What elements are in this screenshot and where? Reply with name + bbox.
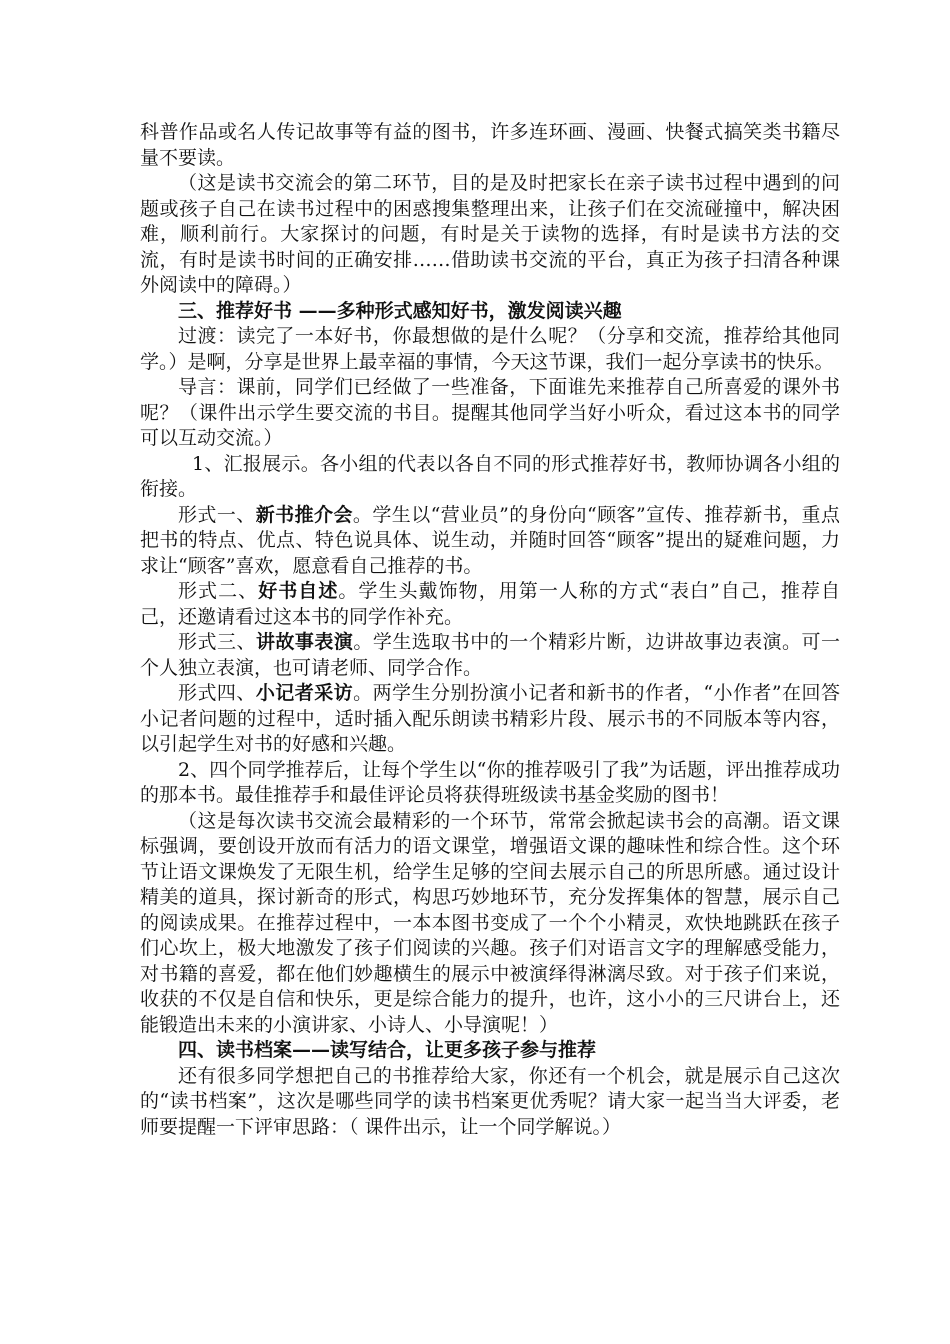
paragraph-transition: 过渡：读完了一本好书，你最想做的是什么呢？（分享和交流，推荐给其他同学。）是啊，分享是世界上最幸福的事情，今天这节课，我们一起分享读书的快乐。 [140,325,840,373]
heading-section3: 三、推荐好书 ——多种形式感知好书，激发阅读兴趣 [178,299,622,322]
paragraph-introduction: 导言：课前，同学们已经做了一些准备，下面谁先来推荐自己所喜爱的课外书呢？（课件出示学生要交流的书目。提醒其他同学当好小听众，看过这本书的同学可以互动交流。） [140,376,840,449]
form-4-body: 。两学生分别扮演小记者和新书的作者，“小作者”在回答小记者问题的过程中，适时插入配乐朗读书精彩片段、展示书的不同版本等内容，以引起学生对书的好感和兴趣。 [140,682,840,755]
paragraph-vote: 2、四个同学推荐后，让每个学生以“你的推荐吸引了我”为话题，评出推荐成功的那本书。最佳推荐手和最佳评论员将获得班级读书基金奖励的图书！ [140,758,840,806]
form-1-title: 新书推介会 [255,503,353,526]
form-2-title: 好书自述 [258,580,339,602]
paragraph-form-2 [140,579,840,630]
paragraph-reading-archive: 还有很多同学想把自己的书推荐给大家，你还有一个机会，就是展示自己这次的“读书档案”，这次是哪些同学的读书档案更优秀呢？请大家一起当当大评委，老师要提醒一下评审思路：（ 课件出示，让一个同学解说。） [140,1064,840,1138]
paragraph-section2-note: （这是读书交流会的第二环节，目的是及时把家长在亲子读书过程中遇到的问题或孩子自己在读书过程中的困惑搜集整理出来，让孩子们在交流碰撞中，解决困难，顺利前行。大家探讨的问题，有时是关于读物的选择，有时是读书方法的交流，有时是读书时间的正确安排……借助读书交流的平台，真正为孩子扫清各种课外阅读中的障碍。） [140,172,840,296]
form-2-prefix: 形式二、 [178,580,259,602]
paragraph-form-1 [140,503,840,580]
form-4-prefix: 形式四、 [178,682,256,704]
form-3-body: 。学生选取书中的一个精彩片断，边讲故事边表演。可一个人独立表演，也可请老师、同学合作。 [140,631,840,679]
form-4-title: 小记者采访 [255,682,354,704]
heading-section4: 四、读书档案——读写结合，让更多孩子参与推荐 [178,1039,597,1061]
form-1-prefix: 形式一、 [178,503,256,526]
paragraph-intro: 科普作品或名人传记故事等有益的图书，许多连环画、漫画、快餐式搞笑类书籍尽量不要读。 [140,121,840,169]
paragraph-section3-note: （这是每次读书交流会最精彩的一个环节，常常会掀起读书会的高潮。语文课标强调，要创设开放而有活力的语文课堂，增强语文课的趣味性和综合性。这个环节让语文课焕发了无限生机，给学生足够的空间去展示自己的所思所感。通过设计精美的道具，探讨新奇的形式，构思巧妙地环节，充分发挥集体的智慧，展示自己的阅读成果。在推荐过程中，一本本图书变成了一个个小精灵，欢快地跳跃在孩子们心坎上，极大地激发了孩子们阅读的兴趣。孩子们对语言文字的理解感受能力，对书籍的喜爱，都在他们妙趣横生的展示中被演绎得淋漓尽致。对于孩子们来说，收获的不仅是自信和快乐，更是综合能力的提升，也许，这小小的三尺讲台上，还能锻造出未来的小演讲家、小诗人、小导演呢！） [140,809,840,1036]
form-2-body: 。学生头戴饰物，用第一人称的方式“表白”自己，推荐自己，还邀请看过这本书的同学作补充。 [140,580,840,628]
paragraph-form-3 [140,630,840,681]
form-3-title: 讲故事表演 [255,631,354,653]
form-1-body: 。学生以“营业员”的身份向“顾客”宣传、推荐新书，重点把书的特点、优点、特色说具体、说生动，并随时回答“顾客”提出的疑难问题，力求让“顾客”喜欢，愿意看自己推荐的书。 [140,503,840,577]
form-3-prefix: 形式三、 [178,631,256,653]
paragraph-form-4 [140,681,840,758]
document-page [140,120,840,1140]
paragraph-report-show: 1、汇报展示。各小组的代表以各自不同的形式推荐好书，教师协调各小组的衔接。 [140,452,840,500]
